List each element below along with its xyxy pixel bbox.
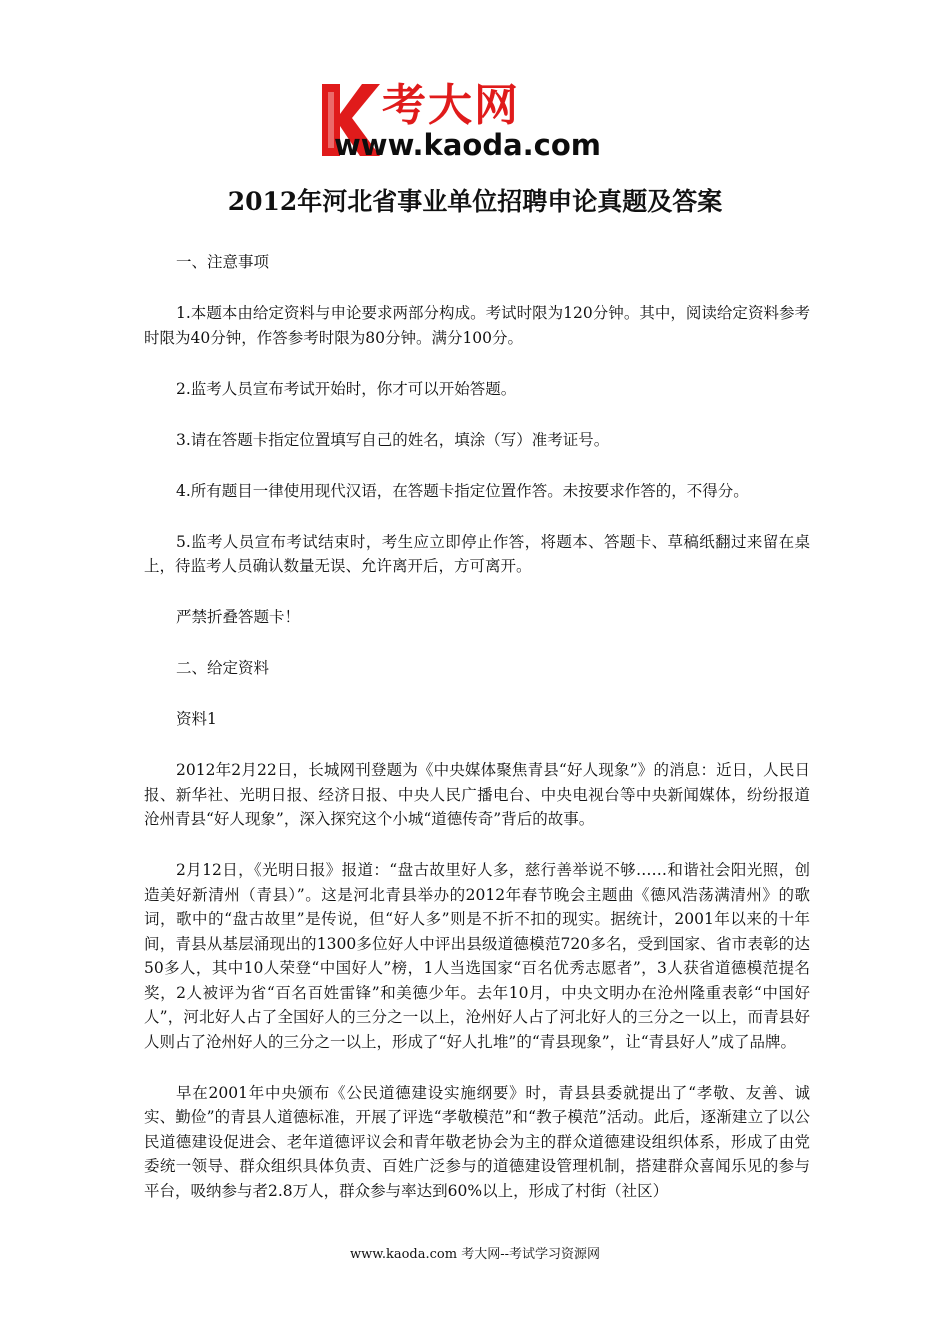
paragraph: 2.监考人员宣布考试开始时，你才可以开始答题。 (176, 379, 517, 398)
document-body (144, 250, 810, 1230)
paragraph: 2月12日，《光明日报》报道：“盘古故里好人多，慈行善举说不够……和谐社会阳光照，创造美好新清州（青县）”。这是河北青县举办的2012年春节晚会主题曲《德风浩荡满清州》的歌词，歌中的“盘古故里”是传说，但“好人多”则是不折不扣的现实。据统计，2001年以来的十年间，青县从基层涌现出的1300多位好人中评出县级道德模范720多名，受到国家、省市表彰的达50多人，其中10人荣登“中国好人”榜，1人当选国家“百名优秀志愿者”，3人获省道德模范提名奖，2人被评为省“百名百姓雷锋”和美德少年。去年10月，中央文明办在沧州隆重表彰“中国好人”，河北好人占了全国好人的三分之一以上，沧州好人占了河北好人的三分之一以上，而青县好人则占了沧州好人的三分之一以上，形成了“好人扎堆”的“青县现象”，让“青县好人”成了品牌。 (144, 861, 810, 1051)
paragraph: 二、给定资料 (176, 659, 270, 677)
paragraph: 一、注意事项 (176, 253, 270, 271)
paragraph: 4.所有题目一律使用现代汉语，在答题卡指定位置作答。未按要求作答的，不得分。 (176, 481, 749, 500)
paragraph: 3.请在答题卡指定位置填写自己的姓名，填涂（写）准考证号。 (176, 430, 610, 449)
site-logo (318, 78, 638, 160)
paragraph: 1.本题本由给定资料与申论要求两部分构成。考试时限为120分钟。其中，阅读给定资料参考时限为40分钟，作答参考时限为80分钟。满分100分。 (144, 304, 810, 347)
paragraph: 资料1 (176, 710, 217, 728)
paragraph: 2012年2月22日，长城网刊登题为《中央媒体聚焦青县“好人现象”》的消息：近日，人民日报、新华社、光明日报、经济日报、中央人民广播电台、中央电视台等中央新闻媒体，纷纷报道沧州青县“好人现象”，深入探究这个小城“道德传奇”背后的故事。 (144, 761, 810, 828)
paragraph: 5.监考人员宣布考试结束时，考生应立即停止作答，将题本、答题卡、草稿纸翻过来留在桌上，待监考人员确认数量无误、允许离开后，方可离开。 (144, 532, 810, 575)
logo-text: 考大网 (382, 80, 520, 131)
document-title: 2012年河北省事业单位招聘申论真题及答案 (227, 187, 723, 216)
logo-url: www.kaoda.com (334, 128, 601, 162)
paragraph: 早在2001年中央颁布《公民道德建设实施纲要》时，青县县委就提出了“孝敬、友善、诚实、勤俭”的青县人道德标准，开展了评选“孝敬模范”和“教子模范”活动。此后，逐渐建立了以公民道德建设促进会、老年道德评议会和青年敬老协会为主的群众道德建设组织体系，形成了由党委统一领导、群众组织具体负责、百姓广泛参与的道德建设管理机制，搭建群众喜闻乐见的参与平台，吸纳参与者2.8万人，群众参与率达到60%以上，形成了村街（社区） (144, 1083, 810, 1200)
paragraph: 严禁折叠答题卡！ (176, 608, 301, 626)
page-footer: www.kaoda.com 考大网--考试学习资源网 (350, 1247, 600, 1262)
